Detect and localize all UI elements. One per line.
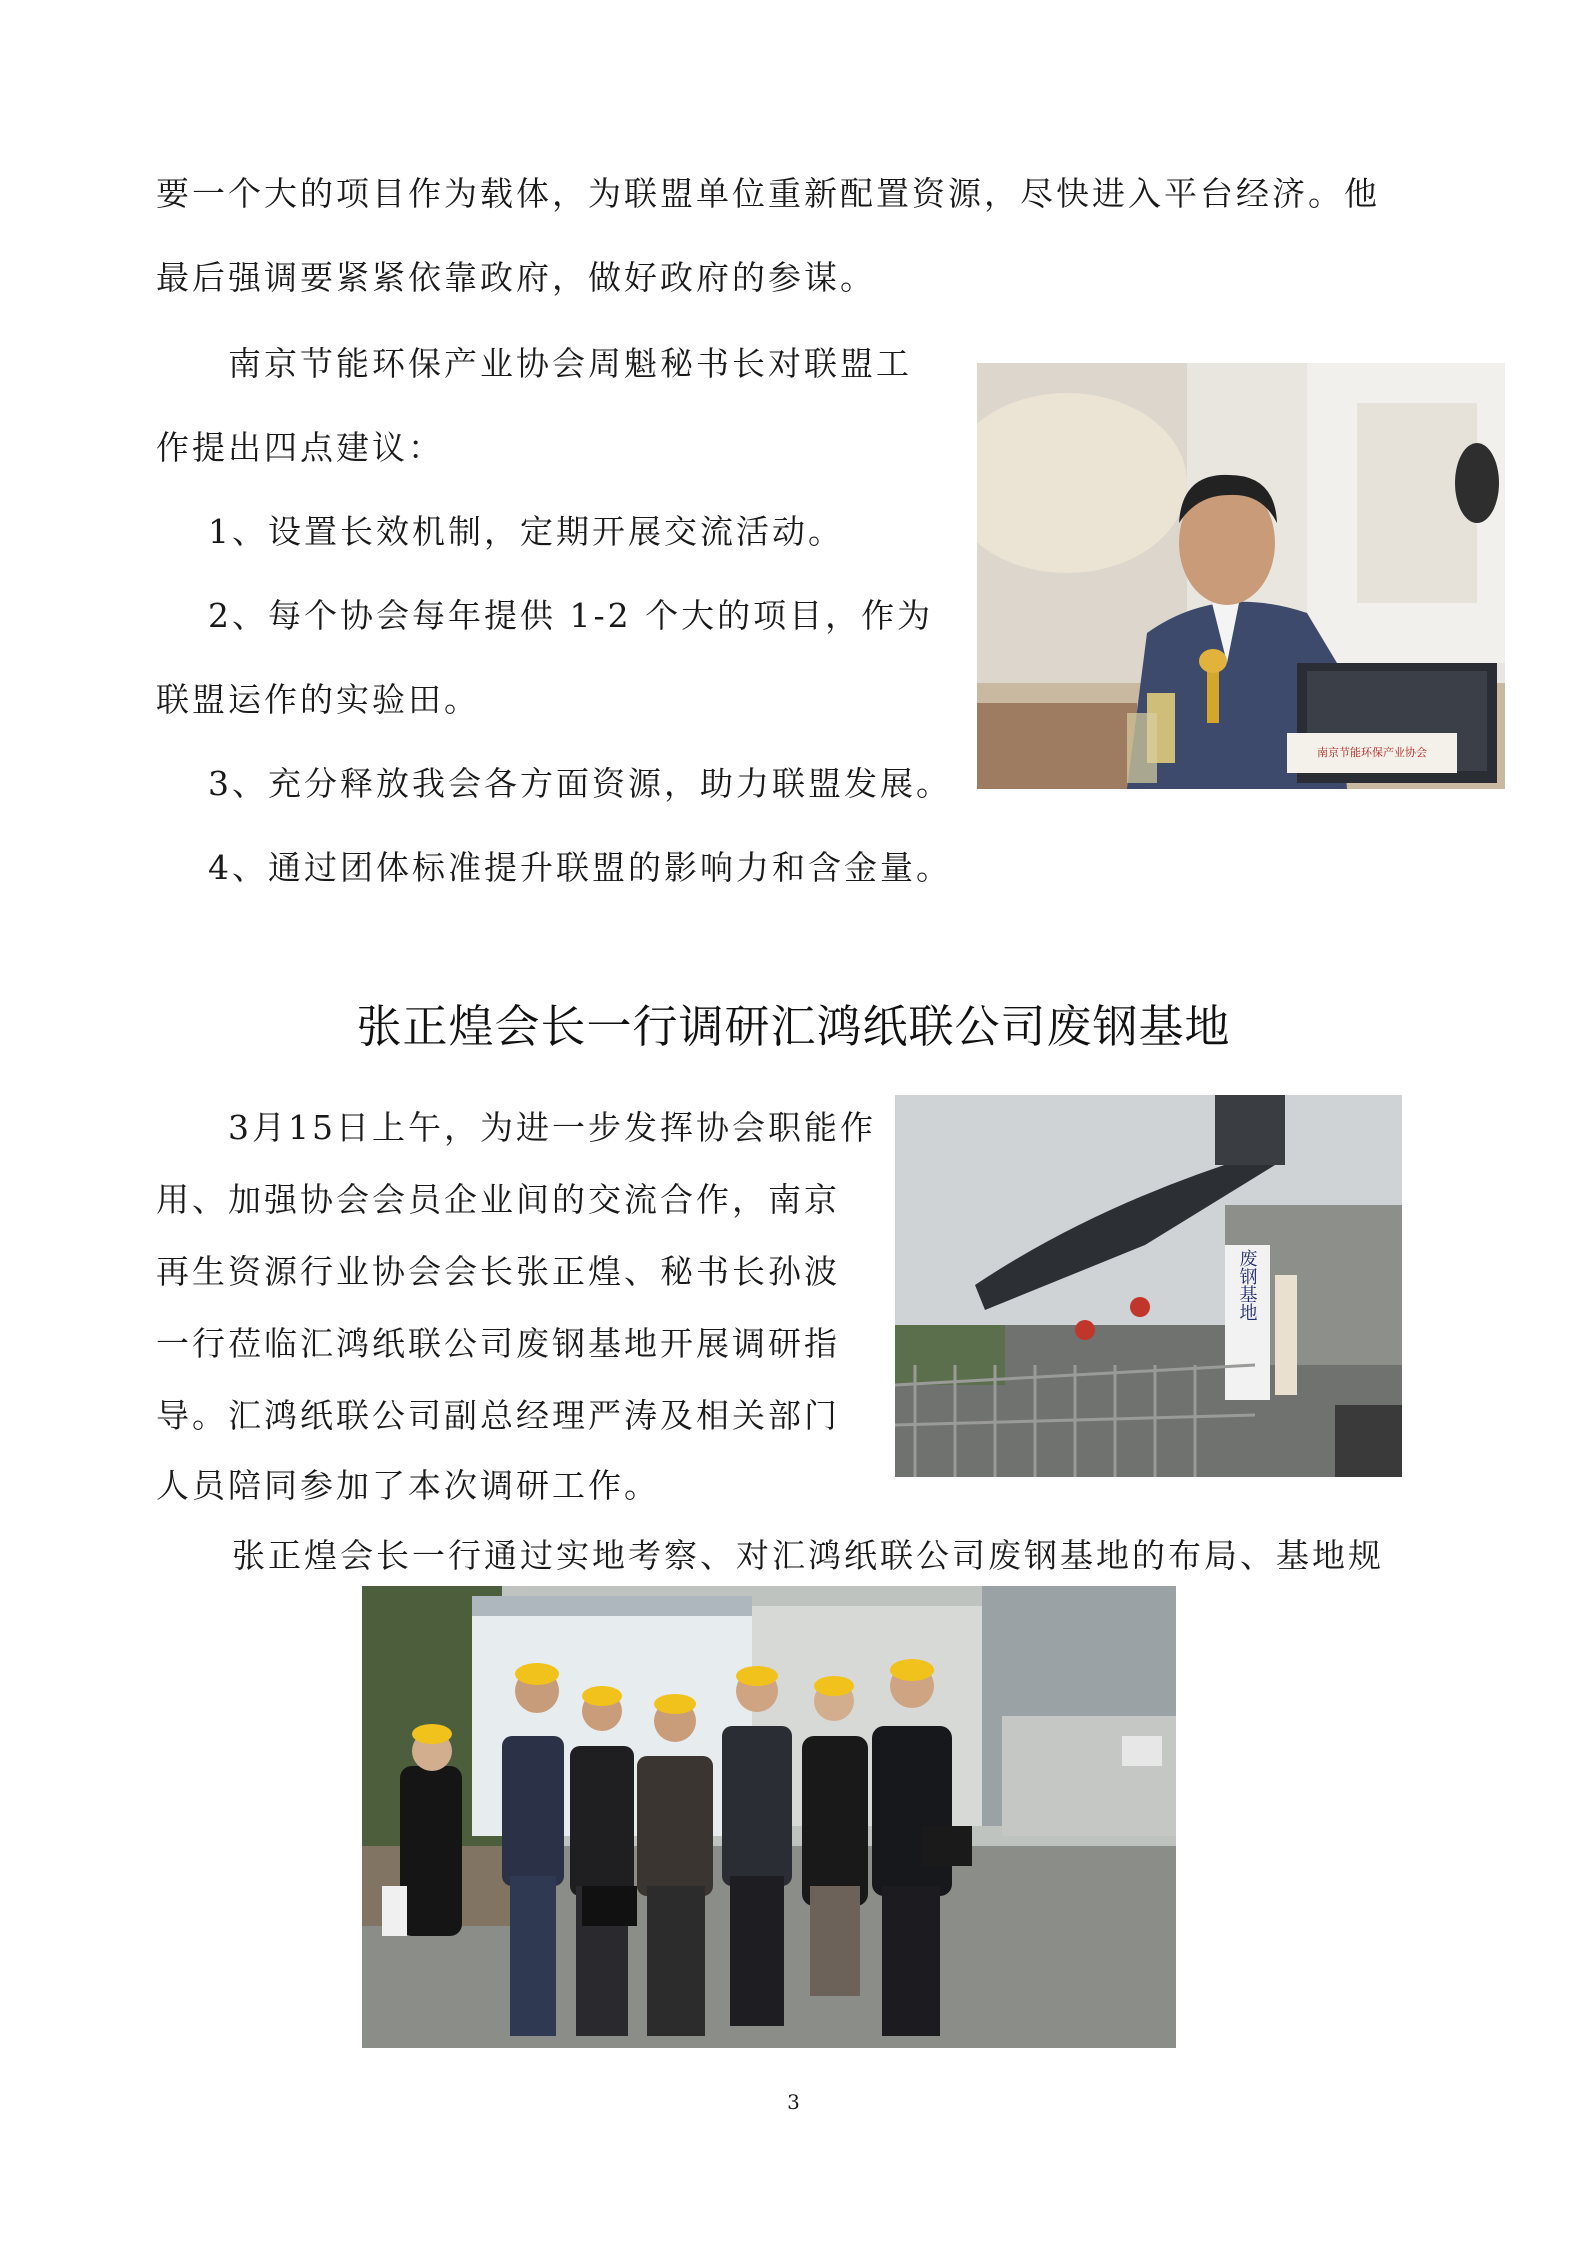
- nameplate-text: 南京节能环保产业协会: [1317, 746, 1427, 759]
- suggestion-item-2-line-2: 联盟运作的实验田。: [156, 680, 480, 719]
- intro-line-2: 最后强调要紧紧依靠政府，做好政府的参谋。: [156, 258, 876, 297]
- page-number: 3: [787, 2090, 800, 2114]
- speaker-photo: [977, 363, 1505, 789]
- suggestion-item-2-line-1: 2、每个协会每年提供 1-2 个大的项目，作为: [208, 596, 934, 635]
- article-p1-line-3: 再生资源行业协会会长张正煌、秘书长孙波: [156, 1252, 840, 1291]
- site-visit-photo: [362, 1586, 1176, 2048]
- article-p1-line-5: 导。汇鸿纸联公司副总经理严涛及相关部门: [156, 1396, 840, 1435]
- article-p1-line-2: 用、加强协会会员企业间的交流合作，南京: [156, 1180, 840, 1219]
- article-title: 张正煌会长一行调研汇鸿纸联公司废钢基地: [356, 1000, 1231, 1053]
- suggestion-lead-1: 南京节能环保产业协会周魁秘书长对联盟工: [228, 344, 912, 383]
- gate-sign-text: 废钢基地: [1236, 1249, 1258, 1321]
- scrap-steel-base-photo: [895, 1095, 1402, 1477]
- intro-line-1: 要一个大的项目作为载体，为联盟单位重新配置资源，尽快进入平台经济。他: [156, 174, 1380, 213]
- article-p1-line-6: 人员陪同参加了本次调研工作。: [156, 1466, 660, 1505]
- suggestion-lead-2: 作提出四点建议：: [156, 428, 444, 467]
- article-p2-line-1: 张正煌会长一行通过实地考察、对汇鸿纸联公司废钢基地的布局、基地规: [232, 1536, 1384, 1575]
- article-p1-line-1: 3月15日上午，为进一步发挥协会职能作: [228, 1108, 876, 1147]
- suggestion-item-1: 1、设置长效机制，定期开展交流活动。: [208, 512, 844, 551]
- suggestion-item-4: 4、通过团体标准提升联盟的影响力和含金量。: [208, 848, 952, 887]
- article-p1-line-4: 一行莅临汇鸿纸联公司废钢基地开展调研指: [156, 1324, 840, 1363]
- suggestion-item-3: 3、充分释放我会各方面资源，助力联盟发展。: [208, 764, 952, 803]
